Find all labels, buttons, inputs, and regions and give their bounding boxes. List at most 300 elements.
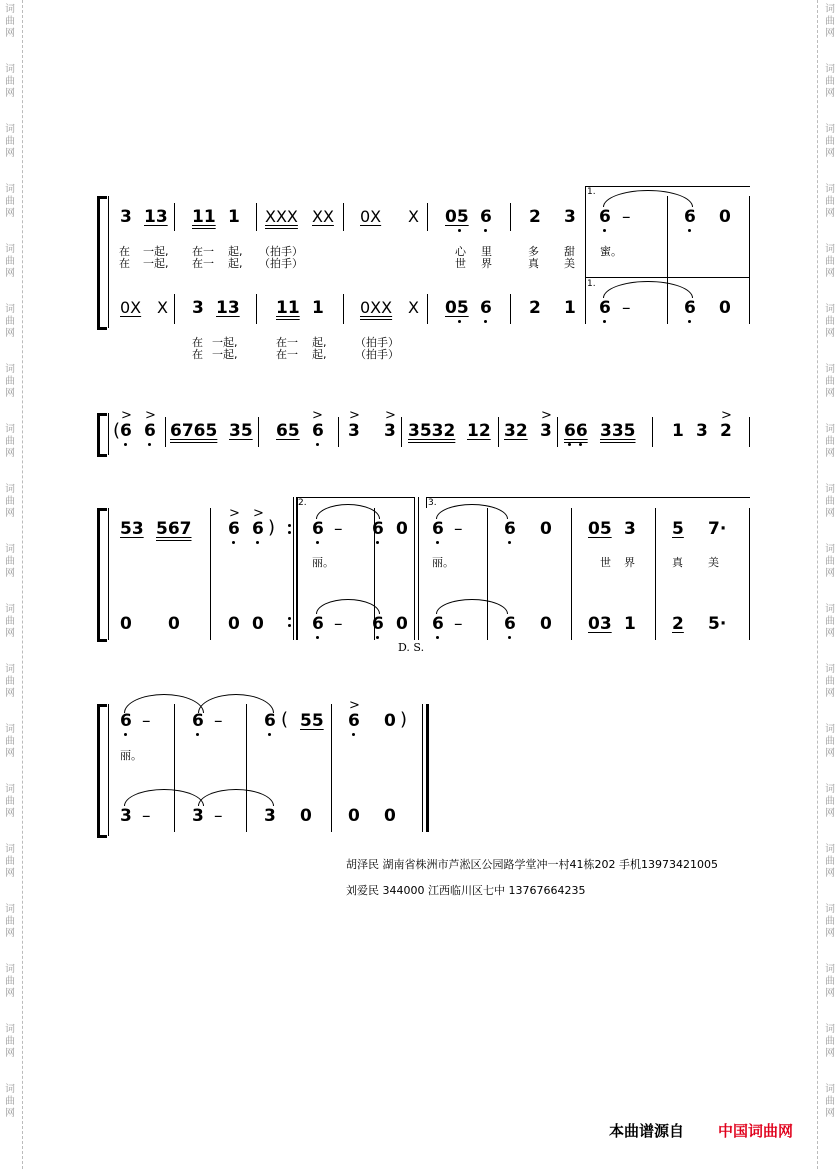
watermark-char: 曲: [825, 1036, 835, 1047]
note: 3: [564, 207, 576, 227]
watermark-char: 网: [825, 1048, 835, 1059]
lyric: 起,: [228, 245, 243, 258]
lyricist-credit: 刘爱民 344000 江西临川区七中 13767664235: [346, 884, 586, 897]
watermark-text: [3, 604, 17, 640]
note: 05: [445, 298, 469, 318]
low-octave-dot: [458, 320, 461, 323]
barline: [210, 508, 211, 640]
watermark-char: 词: [5, 184, 15, 195]
note: 1: [672, 421, 684, 441]
watermark-text: [3, 244, 17, 280]
low-octave-dot: [603, 229, 606, 232]
note: 6: [312, 421, 324, 441]
barline: [331, 704, 332, 832]
watermark-char: 曲: [825, 916, 835, 927]
repeat-dot: [288, 617, 291, 620]
watermark-char: 词: [5, 664, 15, 675]
barline: [258, 417, 259, 447]
lyric: 真: [672, 556, 683, 569]
note: 3: [120, 806, 132, 826]
note: 6: [120, 711, 132, 731]
watermark-text: [823, 4, 837, 40]
watermark-char: 网: [825, 928, 835, 939]
note: 6: [480, 207, 492, 227]
watermark-char: 网: [5, 628, 15, 639]
watermark-char: 网: [825, 808, 835, 819]
lyric: 里: [481, 245, 492, 258]
note: 3: [264, 806, 276, 826]
watermark-text: [823, 424, 837, 460]
barline: [749, 196, 750, 324]
watermark-char: 网: [5, 88, 15, 99]
note: 13: [144, 207, 168, 227]
watermark-char: 词: [825, 1084, 835, 1095]
site-name-link[interactable]: 中国词曲网: [718, 1122, 794, 1140]
lyric: 一起,: [212, 348, 238, 361]
watermark-char: 词: [5, 424, 15, 435]
barline: [338, 417, 339, 447]
watermark-char: 曲: [5, 436, 15, 447]
lyric: （拍手）: [355, 348, 399, 361]
note: 6: [120, 421, 132, 441]
volta-2-label: 2.: [298, 498, 307, 508]
watermark-char: 网: [5, 868, 15, 879]
clap-beat: X: [408, 207, 419, 226]
note: 6: [312, 519, 324, 539]
note: 35: [229, 421, 253, 441]
note: 6: [144, 421, 156, 441]
watermark-text: [823, 64, 837, 100]
watermark-char: 词: [5, 604, 15, 615]
watermark-char: 词: [825, 784, 835, 795]
note: 3: [540, 421, 552, 441]
system-line: [108, 508, 109, 640]
volta-divider: [585, 277, 749, 278]
barline: [343, 203, 344, 231]
watermark-text: [823, 844, 837, 880]
barline: [165, 417, 166, 447]
barline: [343, 294, 344, 324]
volta-1-label: 1.: [587, 187, 596, 197]
watermark-text: [3, 1084, 17, 1120]
note: 03: [588, 614, 612, 634]
repeat-barline: [293, 497, 294, 640]
accent-mark: >: [145, 408, 156, 423]
watermark-char: 词: [5, 244, 15, 255]
watermark-char: 曲: [5, 376, 15, 387]
watermark-char: 曲: [5, 856, 15, 867]
lyric: 甜: [564, 245, 575, 258]
barline: [749, 508, 750, 640]
low-octave-dot: [484, 229, 487, 232]
note: 3: [120, 207, 132, 227]
watermark-char: 词: [825, 604, 835, 615]
barline: [652, 417, 653, 447]
note: 0: [540, 519, 552, 539]
watermark-char: 曲: [5, 736, 15, 747]
watermark-char: 词: [825, 4, 835, 15]
low-octave-dot: [376, 636, 379, 639]
left-watermark-strip: [0, 0, 23, 1169]
barline: [246, 704, 247, 832]
repeat-dot: [288, 524, 291, 527]
note: 55: [300, 711, 324, 731]
system-bracket: [97, 704, 107, 838]
watermark-char: 网: [5, 1048, 15, 1059]
watermark-char: 曲: [825, 616, 835, 627]
note: 0: [719, 298, 731, 318]
watermark-text: [3, 964, 17, 1000]
note: 2: [720, 421, 732, 441]
open-paren: (: [281, 709, 289, 730]
close-paren: ): [268, 517, 276, 538]
watermark-char: 网: [5, 688, 15, 699]
barline: [557, 417, 558, 447]
watermark-char: 网: [825, 508, 835, 519]
watermark-char: 网: [5, 388, 15, 399]
note: 6: [599, 298, 611, 318]
note: 65: [276, 421, 300, 441]
watermark-char: 曲: [5, 916, 15, 927]
system-line: [108, 196, 109, 328]
watermark-text: [823, 364, 837, 400]
lyric: 心: [455, 245, 466, 258]
watermark-char: 词: [825, 484, 835, 495]
clap-beat: 0X: [120, 298, 142, 317]
note: 5: [672, 519, 684, 539]
low-octave-dot: [268, 733, 271, 736]
accent-mark: >: [229, 506, 240, 521]
watermark-char: 曲: [825, 496, 835, 507]
watermark-char: 曲: [825, 856, 835, 867]
note: 335: [600, 421, 636, 441]
lyric: 在: [192, 348, 203, 361]
dash: –: [622, 207, 631, 227]
lyric: 在: [119, 257, 130, 270]
watermark-text: [823, 304, 837, 340]
note: 3: [348, 421, 360, 441]
low-octave-dot: [508, 541, 511, 544]
lyric: 世: [455, 257, 466, 270]
clap-beat: X: [408, 298, 419, 317]
note: 6: [684, 298, 696, 318]
watermark-char: 词: [825, 1024, 835, 1035]
watermark-char: 曲: [5, 1036, 15, 1047]
watermark-char: 曲: [825, 736, 835, 747]
tie: [198, 694, 274, 713]
note: 6: [228, 519, 240, 539]
note: 0: [396, 519, 408, 539]
note: 7·: [708, 519, 727, 539]
note: 6: [192, 711, 204, 731]
tie: [316, 599, 380, 614]
source-label: 本曲谱源自: [609, 1122, 685, 1140]
system-bracket: [97, 508, 107, 642]
lyric: 界: [624, 556, 635, 569]
low-octave-dot: [579, 443, 582, 446]
watermark-char: 网: [825, 88, 835, 99]
watermark-text: [3, 4, 17, 40]
accent-mark: >: [385, 408, 396, 423]
tie: [603, 281, 693, 298]
low-octave-dot: [458, 229, 461, 232]
watermark-char: 网: [5, 928, 15, 939]
note: 3: [192, 806, 204, 826]
watermark-char: 词: [825, 664, 835, 675]
accent-mark: >: [349, 698, 360, 713]
watermark-char: 词: [5, 904, 15, 915]
accent-mark: >: [253, 506, 264, 521]
dash: –: [214, 806, 223, 826]
note: 3: [624, 519, 636, 539]
barline: [571, 508, 572, 640]
note: 6: [348, 711, 360, 731]
lyric: 起,: [312, 336, 327, 349]
watermark-char: 词: [5, 484, 15, 495]
note: 0: [540, 614, 552, 634]
lyric: 丽。: [120, 749, 142, 762]
barline: [401, 417, 402, 447]
watermark-char: 词: [5, 304, 15, 315]
watermark-char: 曲: [825, 136, 835, 147]
watermark-char: 曲: [5, 16, 15, 27]
accent-mark: >: [349, 408, 360, 423]
low-octave-dot: [603, 320, 606, 323]
watermark-text: [823, 964, 837, 1000]
watermark-char: 曲: [5, 316, 15, 327]
watermark-char: 词: [5, 724, 15, 735]
watermark-text: [823, 184, 837, 220]
watermark-text: [823, 124, 837, 160]
watermark-char: 曲: [5, 496, 15, 507]
note: 1: [312, 298, 324, 318]
note: 6: [432, 519, 444, 539]
watermark-char: 词: [5, 4, 15, 15]
final-barline: [426, 704, 429, 832]
note: 32: [504, 421, 528, 441]
barline: [585, 186, 586, 324]
dash: –: [454, 614, 463, 634]
clap-beat: X: [157, 298, 168, 317]
watermark-char: 网: [825, 868, 835, 879]
watermark-char: 词: [5, 364, 15, 375]
barline: [510, 294, 511, 324]
low-octave-dot: [568, 443, 571, 446]
note: 0: [300, 806, 312, 826]
watermark-char: 曲: [5, 616, 15, 627]
low-octave-dot: [316, 541, 319, 544]
note: 6: [599, 207, 611, 227]
note: 53: [120, 519, 144, 539]
barline: [256, 294, 257, 324]
watermark-text: [3, 664, 17, 700]
note: 6: [372, 519, 384, 539]
note: 5·: [708, 614, 727, 634]
accent-mark: >: [721, 408, 732, 423]
watermark-char: 词: [5, 124, 15, 135]
open-paren: (: [113, 420, 121, 441]
note: 05: [445, 207, 469, 227]
watermark-char: 曲: [825, 556, 835, 567]
note: 2: [672, 614, 684, 634]
low-octave-dot: [688, 229, 691, 232]
watermark-char: 词: [5, 784, 15, 795]
watermark-text: [3, 784, 17, 820]
composer-credit: 胡泽民 湖南省株洲市芦淞区公园路学堂冲一村41栋202 手机13973421005: [346, 858, 718, 871]
clap-beat: 0X: [360, 207, 382, 226]
note: 66: [564, 421, 588, 441]
watermark-text: [3, 304, 17, 340]
watermark-char: 词: [825, 964, 835, 975]
low-octave-dot: [376, 541, 379, 544]
low-octave-dot: [484, 320, 487, 323]
dash: –: [622, 298, 631, 318]
barline: [174, 704, 175, 832]
note: 1: [564, 298, 576, 318]
watermark-text: [823, 244, 837, 280]
note: 6: [372, 614, 384, 634]
watermark-char: 网: [5, 508, 15, 519]
note: 6: [252, 519, 264, 539]
note: 05: [588, 519, 612, 539]
watermark-text: [3, 1024, 17, 1060]
lyric: 一起,: [212, 336, 238, 349]
watermark-char: 网: [825, 208, 835, 219]
note: 6: [684, 207, 696, 227]
lyric: 丽。: [432, 556, 454, 569]
note: 0: [228, 614, 240, 634]
watermark-char: 曲: [5, 136, 15, 147]
volta-3-label: 3.: [428, 498, 437, 508]
note: 0: [168, 614, 180, 634]
note: 0: [120, 614, 132, 634]
watermark-char: 网: [825, 1108, 835, 1119]
lyric: 在: [119, 245, 130, 258]
watermark-char: 词: [5, 964, 15, 975]
watermark-char: 曲: [825, 76, 835, 87]
volta-1-label: 1.: [587, 279, 596, 289]
barline: [498, 417, 499, 447]
right-watermark-strip: [817, 0, 840, 1169]
lyric: 世: [600, 556, 611, 569]
watermark-char: 网: [5, 568, 15, 579]
watermark-char: 曲: [5, 796, 15, 807]
lyric: 真: [528, 257, 539, 270]
watermark-text: [3, 184, 17, 220]
note: 3: [696, 421, 708, 441]
repeat-barline: [296, 497, 298, 640]
watermark-char: 曲: [825, 676, 835, 687]
watermark-text: [823, 784, 837, 820]
watermark-text: [823, 484, 837, 520]
watermark-char: 网: [5, 748, 15, 759]
watermark-char: 词: [5, 544, 15, 555]
watermark-char: 词: [825, 424, 835, 435]
watermark-char: 曲: [825, 796, 835, 807]
watermark-char: 词: [5, 64, 15, 75]
watermark-text: [3, 424, 17, 460]
note: 6: [264, 711, 276, 731]
dash: –: [214, 711, 223, 731]
low-octave-dot: [148, 443, 151, 446]
watermark-char: 曲: [5, 676, 15, 687]
watermark-char: 网: [5, 208, 15, 219]
watermark-text: [823, 664, 837, 700]
watermark-char: 曲: [5, 556, 15, 567]
watermark-char: 网: [825, 388, 835, 399]
system-bracket: [97, 196, 107, 330]
watermark-char: 词: [825, 124, 835, 135]
watermark-char: 曲: [5, 1096, 15, 1107]
watermark-char: 网: [825, 148, 835, 159]
close-paren: ): [400, 709, 408, 730]
watermark-char: 词: [825, 844, 835, 855]
low-octave-dot: [436, 541, 439, 544]
barline: [174, 203, 175, 231]
watermark-text: [823, 544, 837, 580]
low-octave-dot: [124, 733, 127, 736]
lyric: 在一: [276, 336, 298, 349]
barline: [487, 508, 488, 640]
watermark-char: 曲: [825, 376, 835, 387]
watermark-text: [3, 544, 17, 580]
lyric: 美: [564, 257, 575, 270]
watermark-char: 网: [825, 448, 835, 459]
lyric: 一起,: [143, 257, 169, 270]
watermark-char: 曲: [825, 436, 835, 447]
note: 11: [276, 298, 300, 318]
watermark-char: 网: [825, 328, 835, 339]
low-octave-dot: [352, 733, 355, 736]
clap-beat: XXX: [265, 207, 298, 226]
watermark-char: 网: [5, 808, 15, 819]
watermark-char: 曲: [5, 256, 15, 267]
barline: [510, 203, 511, 231]
low-octave-dot: [316, 636, 319, 639]
note: 13: [216, 298, 240, 318]
lyric: 一起,: [143, 245, 169, 258]
note: 1: [624, 614, 636, 634]
watermark-char: 曲: [825, 16, 835, 27]
note: 2: [529, 298, 541, 318]
watermark-char: 网: [5, 148, 15, 159]
watermark-text: [823, 904, 837, 940]
accent-mark: >: [541, 408, 552, 423]
note: 6: [432, 614, 444, 634]
low-octave-dot: [196, 733, 199, 736]
barline: [749, 417, 750, 447]
lyric: 在一: [192, 257, 214, 270]
lyric: 蜜。: [600, 245, 622, 258]
low-octave-dot: [316, 443, 319, 446]
watermark-text: [3, 844, 17, 880]
lyric: 丽。: [312, 556, 334, 569]
watermark-char: 词: [825, 304, 835, 315]
watermark-char: 网: [825, 988, 835, 999]
final-barline: [422, 704, 423, 832]
note: 3: [384, 421, 396, 441]
dash: –: [142, 806, 151, 826]
lyric: 多: [528, 245, 539, 258]
lyric: 美: [708, 556, 719, 569]
watermark-char: 词: [5, 1084, 15, 1095]
watermark-text: [823, 1024, 837, 1060]
repeat-dot: [288, 531, 291, 534]
watermark-char: 网: [825, 628, 835, 639]
watermark-char: 词: [825, 544, 835, 555]
system-bracket: [97, 413, 107, 457]
note: 3532: [408, 421, 456, 441]
